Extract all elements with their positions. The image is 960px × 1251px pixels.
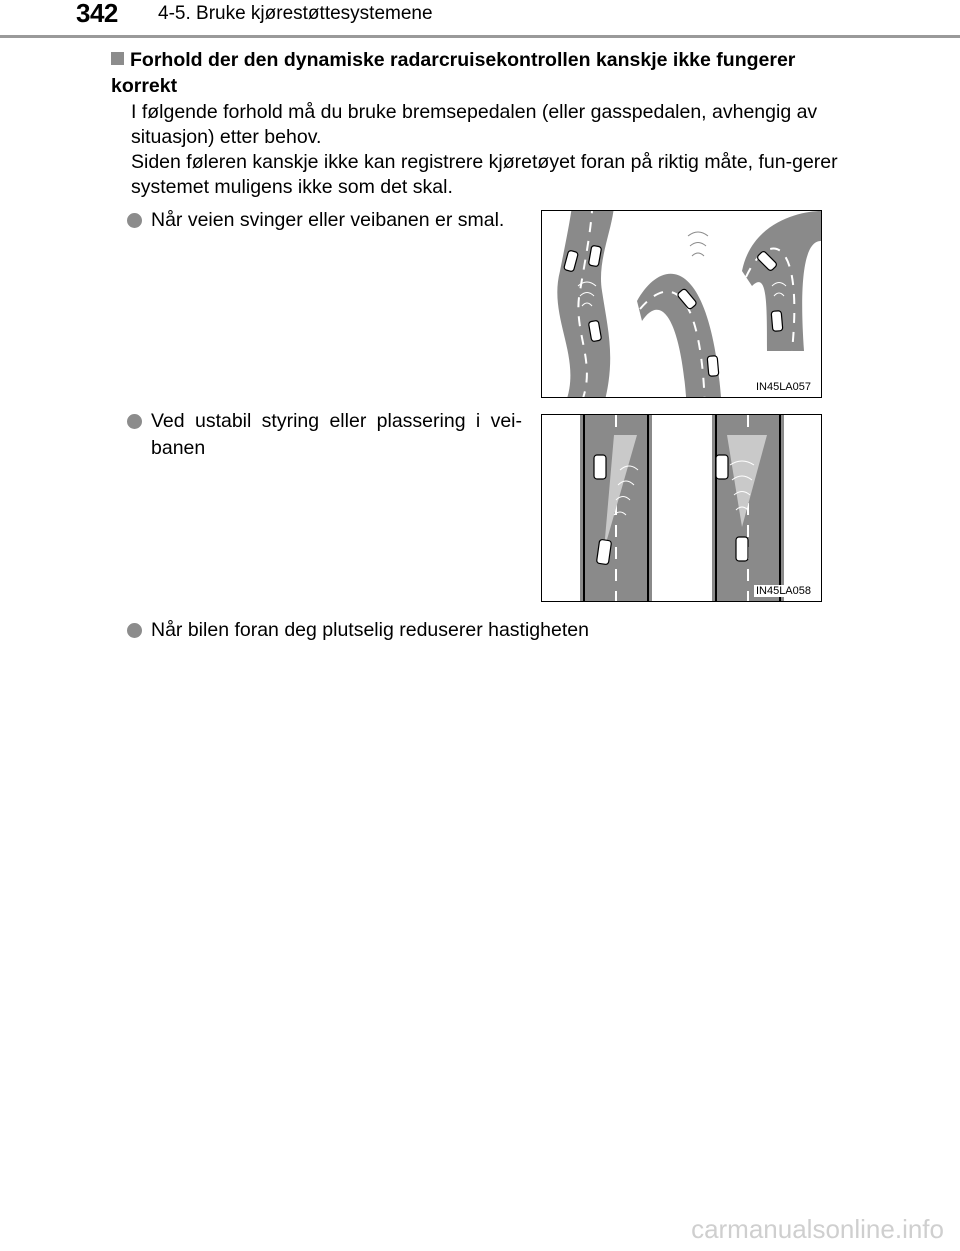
section-title: 4-5. Bruke kjørestøttesystemene xyxy=(158,3,433,24)
bullet-text: Når bilen foran deg plutselig reduserer hastigheten xyxy=(151,619,589,641)
bullet-text: Ved ustabil styring eller plassering i vei-banen xyxy=(151,410,522,459)
heading-text: Forhold der den dynamiske radarcruisekontrollen kanskje ikke fungerer korrekt xyxy=(111,49,796,97)
bullet-item-curve xyxy=(127,207,522,234)
unstable-steering-illustration-icon xyxy=(542,415,821,601)
section-heading xyxy=(111,47,851,99)
round-bullet-icon xyxy=(127,213,142,228)
bullet-item-braking xyxy=(127,617,747,644)
header-divider xyxy=(0,35,960,38)
figure-code: IN45LA058 xyxy=(755,585,811,597)
bullet-item-unstable xyxy=(127,408,522,462)
figure-code: IN45LA057 xyxy=(755,381,811,393)
page-number: 342 xyxy=(76,0,118,28)
paragraph-2: Siden føleren kanskje ikke kan registrere kjøretøyet foran på riktig måte, fun-gerer systemet muligens ikke som det skal. xyxy=(131,151,838,198)
figure-curved-road xyxy=(541,210,822,398)
figure-unstable-steering xyxy=(541,414,822,602)
round-bullet-icon xyxy=(127,623,142,638)
bullet-text: Når veien svinger eller veibanen er smal. xyxy=(151,209,505,231)
paragraph-1: I følgende forhold må du bruke bremsepedalen (eller gasspedalen, avhengig av situasjon) etter behov. xyxy=(131,101,818,148)
curved-road-illustration-icon xyxy=(542,211,821,397)
square-bullet-icon xyxy=(111,52,124,65)
round-bullet-icon xyxy=(127,414,142,429)
watermark: carmanualsonline.info xyxy=(691,1214,944,1244)
